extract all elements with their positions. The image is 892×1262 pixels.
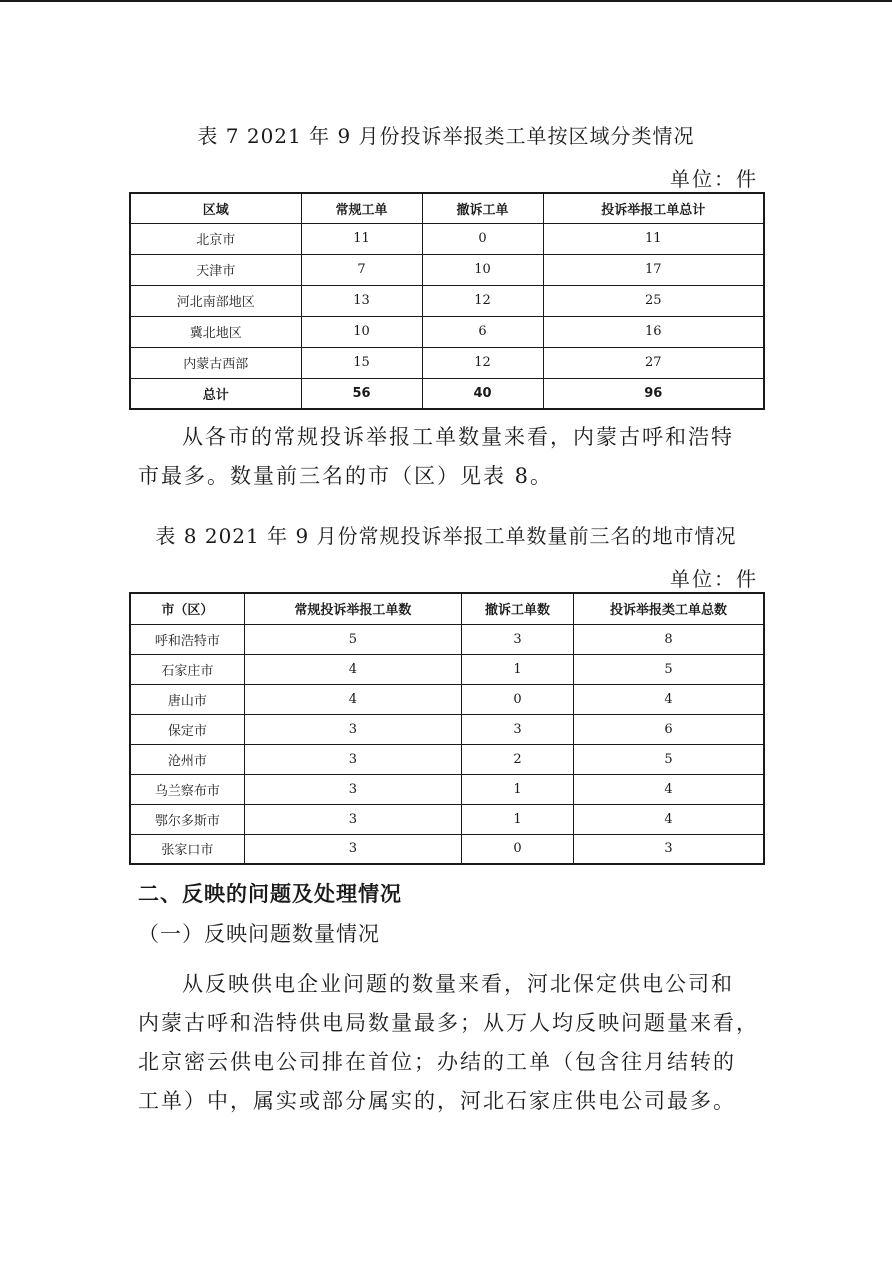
table-cell: 张家口市 bbox=[130, 834, 244, 864]
paragraph-text: 市最多。数量前三名的市（区）见表 8。 bbox=[138, 464, 554, 488]
table-cell: 3 bbox=[574, 834, 764, 864]
table-cell: 4 bbox=[574, 774, 764, 804]
table7-caption: 表 7 2021 年 9 月份投诉举报类工单按区域分类情况 bbox=[197, 124, 695, 148]
section-heading: 二、反映的问题及处理情况 bbox=[138, 882, 402, 906]
table-cell: 乌兰察布市 bbox=[130, 774, 244, 804]
table7-unit: 单位：件 bbox=[670, 167, 758, 191]
table-cell: 内蒙古西部 bbox=[130, 347, 301, 378]
paragraph-2 bbox=[138, 965, 768, 1121]
paragraph-line bbox=[138, 418, 768, 457]
table-cell: 沧州市 bbox=[130, 744, 244, 774]
paragraph-text: 内蒙古呼和浩特供电局数量最多；从万人均反映问题量来看， bbox=[138, 1011, 759, 1035]
table-row bbox=[130, 223, 764, 254]
table-row bbox=[130, 714, 764, 744]
table-cell: 3 bbox=[244, 834, 461, 864]
table-cell: 4 bbox=[574, 804, 764, 834]
table8-unit: 单位：件 bbox=[670, 567, 758, 591]
table-cell: 0 bbox=[461, 834, 573, 864]
table-cell: 11 bbox=[301, 223, 422, 254]
table-cell: 12 bbox=[422, 285, 543, 316]
table-cell: 石家庄市 bbox=[130, 654, 244, 684]
table-cell: 3 bbox=[244, 774, 461, 804]
table7 bbox=[129, 192, 765, 410]
paragraph-line bbox=[138, 1004, 768, 1043]
table-cell: 15 bbox=[301, 347, 422, 378]
table8-header-total: 投诉举报类工单总数 bbox=[574, 593, 764, 624]
table-cell: 8 bbox=[574, 624, 764, 654]
table8-header-withdrawn: 撤诉工单数 bbox=[461, 593, 573, 624]
table-row bbox=[130, 347, 764, 378]
table-cell: 11 bbox=[543, 223, 764, 254]
table-cell: 25 bbox=[543, 285, 764, 316]
table-cell: 4 bbox=[574, 684, 764, 714]
table-row bbox=[130, 654, 764, 684]
table-cell: 总计 bbox=[130, 378, 301, 409]
paragraph-text: 从各市的常规投诉举报工单数量来看，内蒙古呼和浩特 bbox=[182, 425, 734, 449]
table-cell: 保定市 bbox=[130, 714, 244, 744]
table-cell: 3 bbox=[244, 744, 461, 774]
table-cell: 10 bbox=[422, 254, 543, 285]
table-row bbox=[130, 316, 764, 347]
table-cell: 17 bbox=[543, 254, 764, 285]
table-cell: 河北南部地区 bbox=[130, 285, 301, 316]
table8-caption: 表 8 2021 年 9 月份常规投诉举报工单数量前三名的地市情况 bbox=[155, 524, 737, 548]
table-cell: 唐山市 bbox=[130, 684, 244, 714]
table-cell: 5 bbox=[574, 744, 764, 774]
table-row bbox=[130, 684, 764, 714]
table-row bbox=[130, 624, 764, 654]
table-cell: 3 bbox=[244, 714, 461, 744]
table-cell: 56 bbox=[301, 378, 422, 409]
table-cell: 3 bbox=[244, 804, 461, 834]
table-cell: 天津市 bbox=[130, 254, 301, 285]
table-cell: 7 bbox=[301, 254, 422, 285]
table-row bbox=[130, 285, 764, 316]
paragraph-line bbox=[138, 457, 768, 496]
table8-header-row bbox=[130, 593, 764, 624]
table-cell: 13 bbox=[301, 285, 422, 316]
table-cell: 北京市 bbox=[130, 223, 301, 254]
table-cell: 3 bbox=[461, 714, 573, 744]
table-cell: 0 bbox=[461, 684, 573, 714]
table7-header-row bbox=[130, 193, 764, 223]
table-cell: 鄂尔多斯市 bbox=[130, 804, 244, 834]
paragraph-line bbox=[138, 965, 768, 1004]
paragraph-text: 从反映供电企业问题的数量来看，河北保定供电公司和 bbox=[182, 972, 734, 996]
table-cell: 27 bbox=[543, 347, 764, 378]
table-cell: 1 bbox=[461, 804, 573, 834]
paragraph-line bbox=[138, 1082, 768, 1121]
table-cell: 1 bbox=[461, 654, 573, 684]
paragraph-text: 工单）中，属实或部分属实的，河北石家庄供电公司最多。 bbox=[138, 1089, 736, 1113]
table7-header-total: 投诉举报工单总计 bbox=[543, 193, 764, 223]
table-cell: 呼和浩特市 bbox=[130, 624, 244, 654]
table-cell: 冀北地区 bbox=[130, 316, 301, 347]
table7-header-regular: 常规工单 bbox=[301, 193, 422, 223]
table-row bbox=[130, 744, 764, 774]
table-cell: 2 bbox=[461, 744, 573, 774]
table7-header-region: 区域 bbox=[130, 193, 301, 223]
table-cell: 5 bbox=[244, 624, 461, 654]
table-cell: 3 bbox=[461, 624, 573, 654]
table-cell: 10 bbox=[301, 316, 422, 347]
table8-header-regular: 常规投诉举报工单数 bbox=[244, 593, 461, 624]
page-top-border bbox=[0, 0, 892, 2]
table-cell: 96 bbox=[543, 378, 764, 409]
table-row bbox=[130, 254, 764, 285]
table-cell: 1 bbox=[461, 774, 573, 804]
table7-total-row bbox=[130, 378, 764, 409]
section-subheading: （一）反映问题数量情况 bbox=[138, 922, 380, 946]
table-cell: 4 bbox=[244, 654, 461, 684]
table-cell: 5 bbox=[574, 654, 764, 684]
paragraph-1 bbox=[138, 418, 768, 496]
table-cell: 40 bbox=[422, 378, 543, 409]
paragraph-text: 北京密云供电公司排在首位；办结的工单（包含往月结转的 bbox=[138, 1050, 736, 1074]
table8-header-city: 市（区） bbox=[130, 593, 244, 624]
table-cell: 6 bbox=[422, 316, 543, 347]
table-cell: 16 bbox=[543, 316, 764, 347]
table-row bbox=[130, 804, 764, 834]
table7-header-withdrawn: 撤诉工单 bbox=[422, 193, 543, 223]
table-row bbox=[130, 774, 764, 804]
table-cell: 4 bbox=[244, 684, 461, 714]
table-cell: 12 bbox=[422, 347, 543, 378]
table-row bbox=[130, 834, 764, 864]
paragraph-line bbox=[138, 1043, 768, 1082]
table-cell: 0 bbox=[422, 223, 543, 254]
table8 bbox=[129, 592, 765, 865]
table-cell: 6 bbox=[574, 714, 764, 744]
